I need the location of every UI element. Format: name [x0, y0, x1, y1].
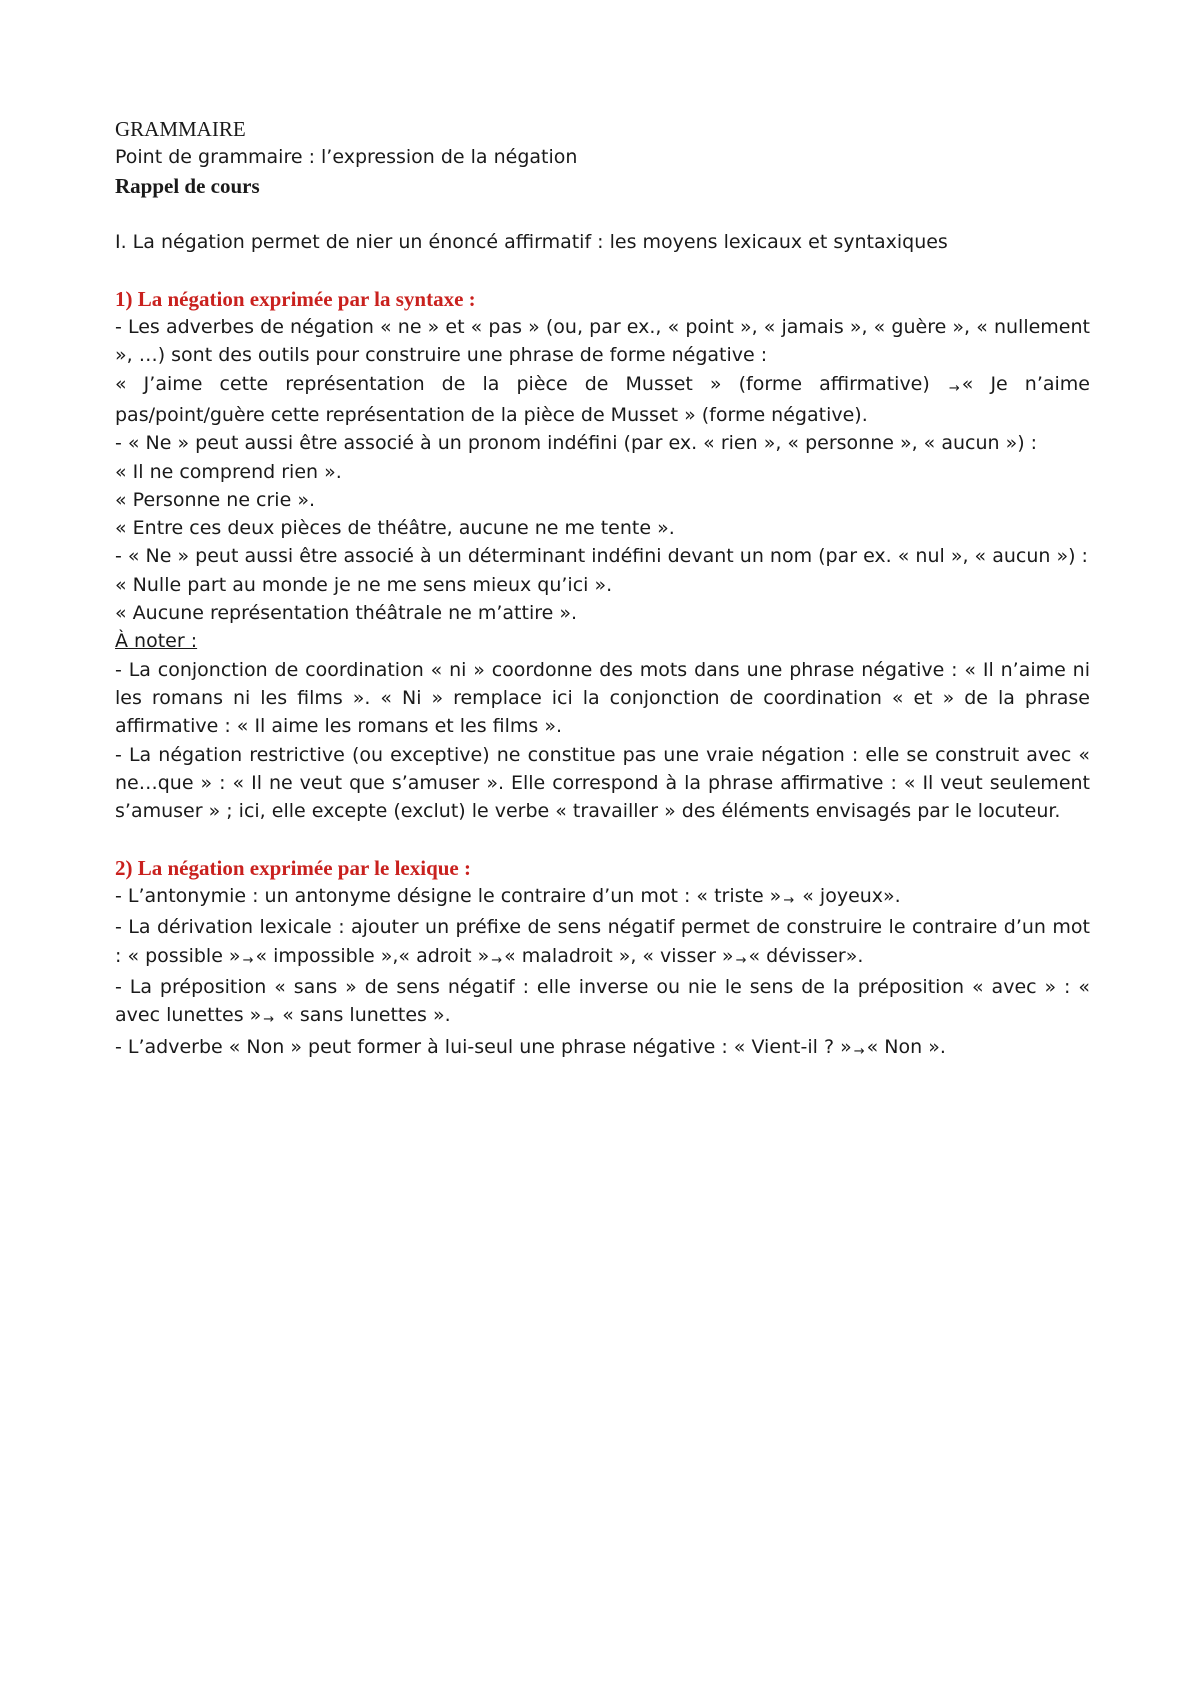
intro-line: I. La négation permet de nier un énoncé affirmatif : les moyens lexicaux et syntaxiques: [115, 231, 948, 254]
section2-antonymy: [115, 882, 1090, 913]
spacer: [115, 200, 1090, 228]
example-negative: « Je n’aime pas/point/guère cette représentation de la pièce de Musset » (forme négative).: [115, 372, 1090, 426]
section1-paragraph-adverbs: - Les adverbes de négation « ne » et « pas » (ou, par ex., « point », « jamais », « guère », « nullement », …) sont des outils pour construire une phrase de forme négative :: [115, 316, 1090, 367]
arrow-icon: →: [242, 952, 254, 968]
section1-paragraph-pronoun: - « Ne » peut aussi être associé à un pronom indéfini (par ex. « rien », « personne », « aucun ») :: [115, 432, 1038, 455]
arrow-icon: →: [783, 893, 795, 909]
section2-derivation: [115, 913, 1090, 973]
example-affirmative: « J’aime cette représentation de la pièce de Musset » (forme affirmative): [115, 372, 930, 395]
arrow-icon: →: [263, 1012, 275, 1028]
topic-line: Point de grammaire : l’expression de la négation: [115, 146, 578, 169]
note-paragraph-ni: - La conjonction de coordination « ni » coordonne des mots dans une phrase négative : « Il n’aime ni les romans ni les films ». « Ni » remplace ici la conjonction de coordination « et » de la phrase affirmative : « Il aime les romans et les films ».: [115, 658, 1090, 738]
document-body: [115, 115, 1090, 1064]
spacer: [115, 825, 1090, 853]
arrow-icon: →: [948, 380, 960, 396]
antonymy-example: « joyeux».: [802, 885, 901, 908]
adverb-non-example: « Non ».: [866, 1035, 946, 1058]
derivation-example: « dévisser».: [748, 944, 864, 967]
arrow-icon: →: [735, 952, 747, 968]
spacer: [115, 256, 1090, 284]
derivation-example: « maladroit », « visser »: [504, 944, 734, 967]
note-label: À noter :: [115, 630, 198, 653]
arrow-icon: →: [491, 952, 503, 968]
antonymy-text: - L’antonymie : un antonyme désigne le contraire d’un mot : « triste »: [115, 885, 782, 908]
derivation-text: - La dérivation lexicale : ajouter un préfixe de sens négatif permet de construire le contraire d’un mot : « possible »: [115, 916, 1090, 967]
example-line: « Personne ne crie ».: [115, 488, 315, 511]
subject-heading: GRAMMAIRE: [115, 117, 246, 141]
section2-title: 2) La négation exprimée par le lexique :: [115, 855, 471, 880]
derivation-example: « impossible »,« adroit »: [255, 944, 490, 967]
adverb-non-text: - L’adverbe « Non » peut former à lui-seul une phrase négative : « Vient-il ? »: [115, 1035, 852, 1058]
section2-adverb-non: [115, 1033, 1090, 1064]
example-line: « Entre ces deux pièces de théâtre, aucune ne me tente ».: [115, 517, 675, 540]
arrow-icon: →: [853, 1043, 865, 1059]
preposition-text: - La préposition « sans » de sens négatif : elle inverse ou nie le sens de la préposition « avec » : « avec lunettes »: [115, 975, 1090, 1027]
subtitle: Rappel de cours: [115, 173, 260, 198]
section2-preposition: [115, 973, 1090, 1033]
note-paragraph-restrictive: - La négation restrictive (ou exceptive) ne constitue pas une vraie négation : elle se construit avec « ne…que » : « Il ne veut que s’amuser ». Elle correspond à la phrase affirmative : « Il veut seulement s’amuser » ; ici, elle excepte (exclut) le verbe « travailler » des éléments envisagés par le locuteur.: [115, 743, 1090, 823]
section1-title: 1) La négation exprimée par la syntaxe :: [115, 286, 476, 311]
preposition-example: « sans lunettes ».: [282, 1004, 451, 1027]
example-line: « Aucune représentation théâtrale ne m’attire ».: [115, 602, 578, 625]
section1-paragraph-determinant: - « Ne » peut aussi être associé à un déterminant indéfini devant un nom (par ex. « nul », « aucun ») :: [115, 545, 1088, 568]
example-line: « Nulle part au monde je ne me sens mieux qu’ici ».: [115, 573, 613, 596]
section1-example-musset: [115, 370, 1090, 430]
example-line: « Il ne comprend rien ».: [115, 460, 342, 483]
